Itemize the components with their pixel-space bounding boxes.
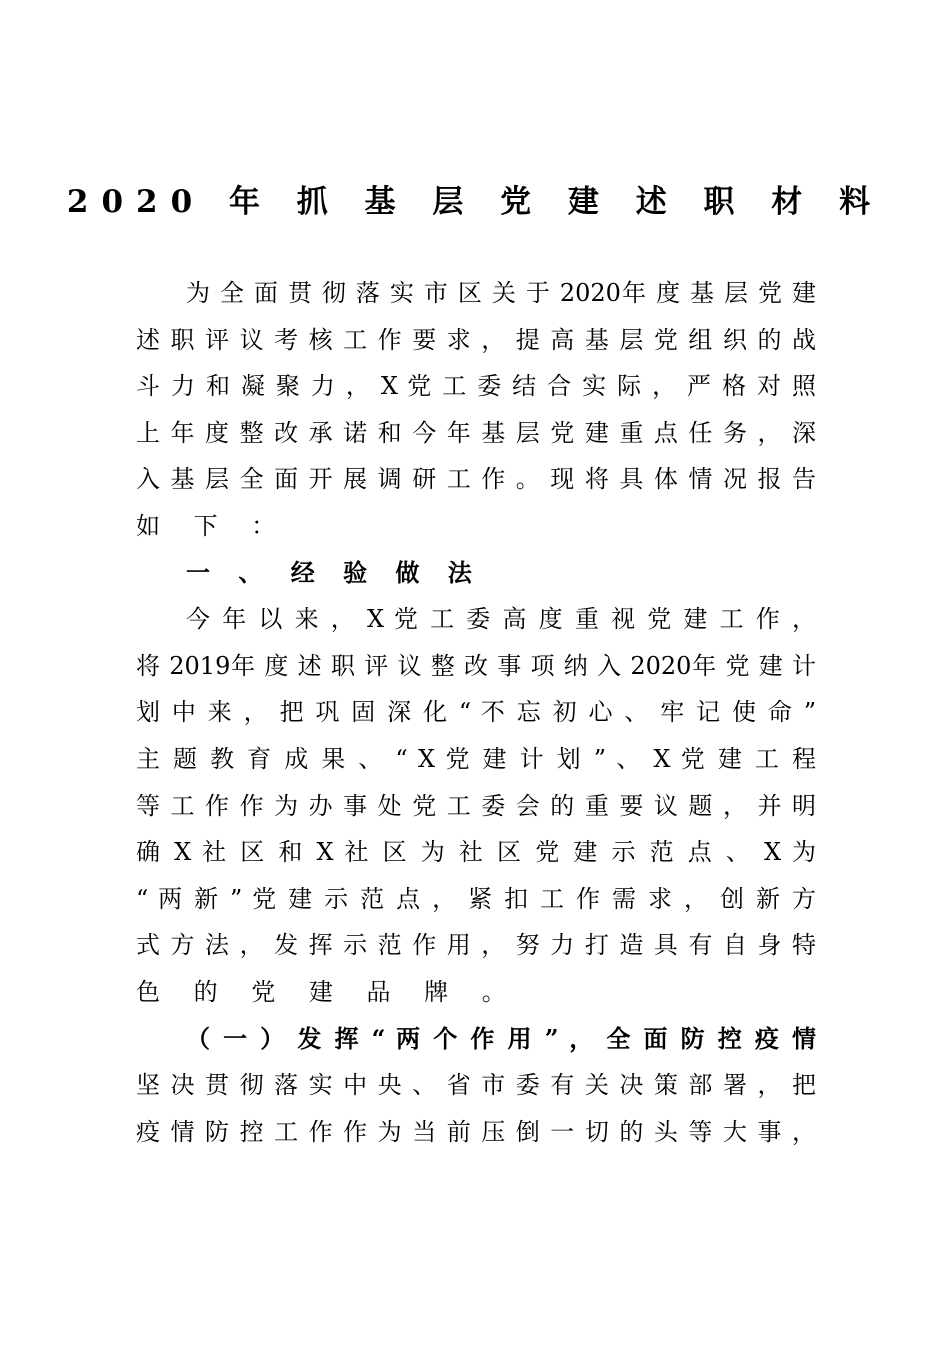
document-title: 2020 年 抓 基 层 党 建 述 职 材 料 bbox=[66, 184, 884, 220]
paragraph-line: 划 中 来 ， 把 巩 固 深 化 “ 不 忘 初 心 、 牢 记 使 命 ” bbox=[136, 698, 816, 727]
paragraph-line: 疫 情 防 控 工 作 作 为 当 前 压 倒 一 切 的 头 等 大 事 ， bbox=[136, 1117, 816, 1146]
paragraph-line: 上 年 度 整 改 承 诺 和 今 年 基 层 党 建 重 点 任 务 ， 深 bbox=[136, 418, 816, 447]
paragraph-line: 将 2019年 度 述 职 评 议 整 改 事 项 纳 入 2020年 党 建 计 bbox=[136, 651, 816, 680]
paragraph-line: 式 方 法 ， 发 挥 示 范 作 用 ， 努 力 打 造 具 有 自 身 特 bbox=[136, 931, 816, 960]
paragraph-line: 如 下 ： bbox=[136, 511, 289, 540]
paragraph-line: 确 X 社 区 和 X 社 区 为 社 区 党 建 示 范 点 、 X 为 bbox=[136, 838, 816, 867]
subsection-heading: （ 一 ） 发 挥 “ 两 个 作 用 ” ， 全 面 防 控 疫 情 bbox=[186, 1023, 816, 1053]
document-body bbox=[136, 270, 816, 1155]
paragraph-line: 色 的 党 建 品 牌 。 bbox=[136, 977, 519, 1006]
paragraph-line: 等 工 作 作 为 办 事 处 党 工 委 会 的 重 要 议 题 ， 并 明 bbox=[136, 791, 816, 820]
section-heading: 一 、 经 验 做 法 bbox=[186, 557, 482, 587]
paragraph-line: 今 年 以 来 ， X 党 工 委 高 度 重 视 党 建 工 作 ， bbox=[186, 605, 816, 634]
paragraph-line: “ 两 新 ” 党 建 示 范 点 ， 紧 扣 工 作 需 求 ， 创 新 方 bbox=[136, 884, 816, 913]
paragraph-line: 主 题 教 育 成 果 、 “ X 党 建 计 划 ” 、 X 党 建 工 程 bbox=[136, 744, 816, 773]
paragraph-line: 述 职 评 议 考 核 工 作 要 求 ， 提 高 基 层 党 组 织 的 战 bbox=[136, 325, 816, 354]
paragraph-line: 入 基 层 全 面 开 展 调 研 工 作 。 现 将 具 体 情 况 报 告 bbox=[136, 465, 816, 494]
paragraph-line: 为 全 面 贯 彻 落 实 市 区 关 于 2020年 度 基 层 党 建 bbox=[186, 279, 816, 307]
paragraph-line: 坚 决 贯 彻 落 实 中 央 、 省 市 委 有 关 决 策 部 署 ， 把 bbox=[136, 1071, 816, 1100]
paragraph-line: 斗 力 和 凝 聚 力 ， X 党 工 委 结 合 实 际 ， 严 格 对 照 bbox=[136, 372, 816, 401]
